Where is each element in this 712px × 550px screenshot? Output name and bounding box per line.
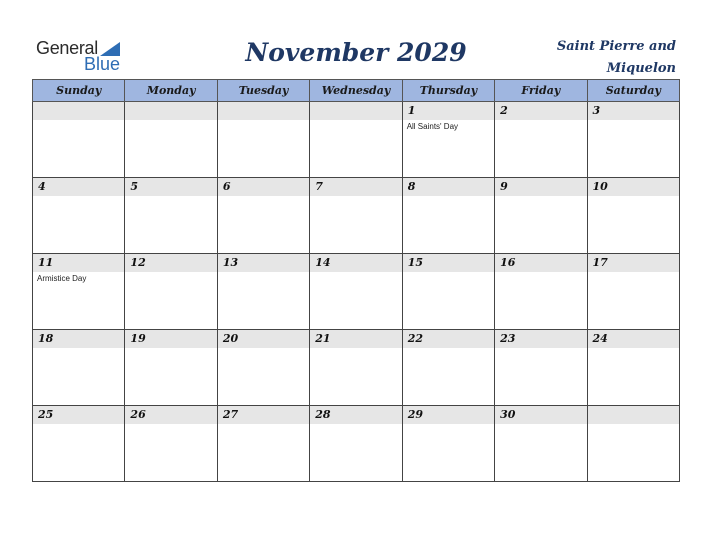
day-number-bar (403, 178, 494, 196)
day-cell (217, 178, 309, 254)
day-cell (33, 178, 125, 254)
day-cell (310, 406, 402, 482)
day-number-bar (310, 254, 401, 272)
day-number: 5 (130, 180, 139, 193)
day-cell (402, 254, 494, 330)
day-number: 4 (38, 180, 46, 193)
day-number-bar (495, 102, 586, 120)
day-number: 1 (407, 104, 416, 117)
day-number-bar (588, 254, 679, 272)
day-number-bar (588, 102, 679, 120)
day-cell (402, 330, 494, 406)
day-number-bar (125, 406, 216, 424)
day-number-bar (495, 406, 586, 424)
week-row (33, 178, 680, 254)
day-cell (587, 330, 679, 406)
day-number-bar (403, 406, 494, 424)
day-cell (217, 254, 309, 330)
holiday-label: Armistice Day (37, 274, 87, 283)
day-cell (125, 330, 217, 406)
day-number-bar (310, 406, 401, 424)
day-number-bar (403, 330, 494, 348)
day-number-bar (310, 178, 401, 196)
day-cell (587, 406, 679, 482)
day-cell (125, 254, 217, 330)
day-number: 7 (315, 180, 323, 193)
calendar-title: November 2029 (245, 38, 467, 67)
day-number: 22 (407, 332, 423, 345)
day-cell (495, 178, 587, 254)
day-number-bar (33, 330, 124, 348)
day-cell (217, 406, 309, 482)
day-cell (402, 102, 494, 178)
week-row (33, 406, 680, 482)
day-number-bar (495, 178, 586, 196)
day-number-bar (218, 330, 309, 348)
day-number: 9 (500, 180, 508, 193)
weekday-wednesday: Wednesday (310, 80, 402, 102)
day-cell (33, 254, 125, 330)
week-row (33, 102, 680, 178)
weekday-monday: Monday (125, 80, 217, 102)
day-number-bar (218, 254, 309, 272)
day-number: 20 (222, 332, 239, 345)
day-cell (217, 102, 309, 178)
day-number: 18 (38, 332, 54, 345)
day-cell (495, 330, 587, 406)
day-number: 10 (592, 180, 608, 193)
day-number: 26 (130, 408, 146, 421)
day-number-bar (33, 178, 124, 196)
logo-word-blue: Blue (84, 54, 121, 74)
day-cell (33, 330, 125, 406)
day-number: 30 (500, 408, 516, 421)
day-number-bar (218, 178, 309, 196)
day-number-bar (403, 102, 494, 120)
weekday-saturday: Saturday (587, 80, 679, 102)
region-name: Saint Pierre and Miquelon (556, 39, 676, 76)
day-number: 27 (222, 408, 239, 421)
day-number-bar (125, 178, 216, 196)
day-number: 23 (500, 332, 516, 345)
day-cell (217, 330, 309, 406)
holiday-label: All Saints' Day (406, 122, 459, 131)
logo (36, 38, 136, 74)
day-cell (587, 178, 679, 254)
day-number: 13 (222, 256, 239, 269)
day-number-bar (125, 330, 216, 348)
calendar-body (33, 102, 680, 482)
day-number-bar (310, 330, 401, 348)
day-cell (310, 254, 402, 330)
day-number: 24 (592, 332, 608, 345)
day-cell (310, 178, 402, 254)
day-cell (125, 178, 217, 254)
weekday-header-row (33, 80, 680, 102)
day-cell (33, 406, 125, 482)
day-number-bar (33, 406, 124, 424)
day-number: 14 (315, 256, 331, 269)
day-number-bar (495, 330, 586, 348)
day-cell (587, 254, 679, 330)
day-number-bar (588, 178, 679, 196)
day-number: 11 (38, 256, 54, 269)
day-number: 15 (407, 256, 423, 269)
day-number: 8 (407, 180, 416, 193)
day-number-bar (310, 102, 401, 120)
day-number: 12 (130, 256, 146, 269)
day-cell (33, 102, 125, 178)
day-cell (125, 406, 217, 482)
day-number-bar (125, 254, 216, 272)
day-number: 2 (500, 104, 508, 117)
logo-word-general: General (36, 38, 98, 58)
day-number: 21 (315, 332, 331, 345)
day-number: 6 (222, 180, 231, 193)
day-number: 17 (592, 256, 608, 269)
day-number: 29 (407, 408, 423, 421)
weekday-friday: Friday (495, 80, 587, 102)
day-cell (310, 330, 402, 406)
day-cell (495, 102, 587, 178)
day-number-bar (33, 254, 124, 272)
day-number-bar (218, 102, 309, 120)
day-number-bar (403, 254, 494, 272)
day-number: 28 (315, 408, 331, 421)
day-cell (402, 406, 494, 482)
day-number-bar (588, 330, 679, 348)
day-cell (587, 102, 679, 178)
day-cell (495, 406, 587, 482)
week-row (33, 254, 680, 330)
day-cell (125, 102, 217, 178)
day-number-bar (218, 406, 309, 424)
day-number: 3 (592, 104, 601, 117)
day-number: 25 (38, 408, 54, 421)
day-cell (310, 102, 402, 178)
day-number-bar (495, 254, 586, 272)
day-number-bar (588, 406, 679, 424)
day-number: 19 (130, 332, 146, 345)
day-cell (402, 178, 494, 254)
day-number-bar (125, 102, 216, 120)
weekday-sunday: Sunday (33, 80, 125, 102)
weekday-tuesday: Tuesday (217, 80, 309, 102)
day-number-bar (33, 102, 124, 120)
weekday-thursday: Thursday (402, 80, 494, 102)
day-number: 16 (500, 256, 516, 269)
day-cell (495, 254, 587, 330)
week-row (33, 330, 680, 406)
calendar-grid (32, 79, 680, 482)
